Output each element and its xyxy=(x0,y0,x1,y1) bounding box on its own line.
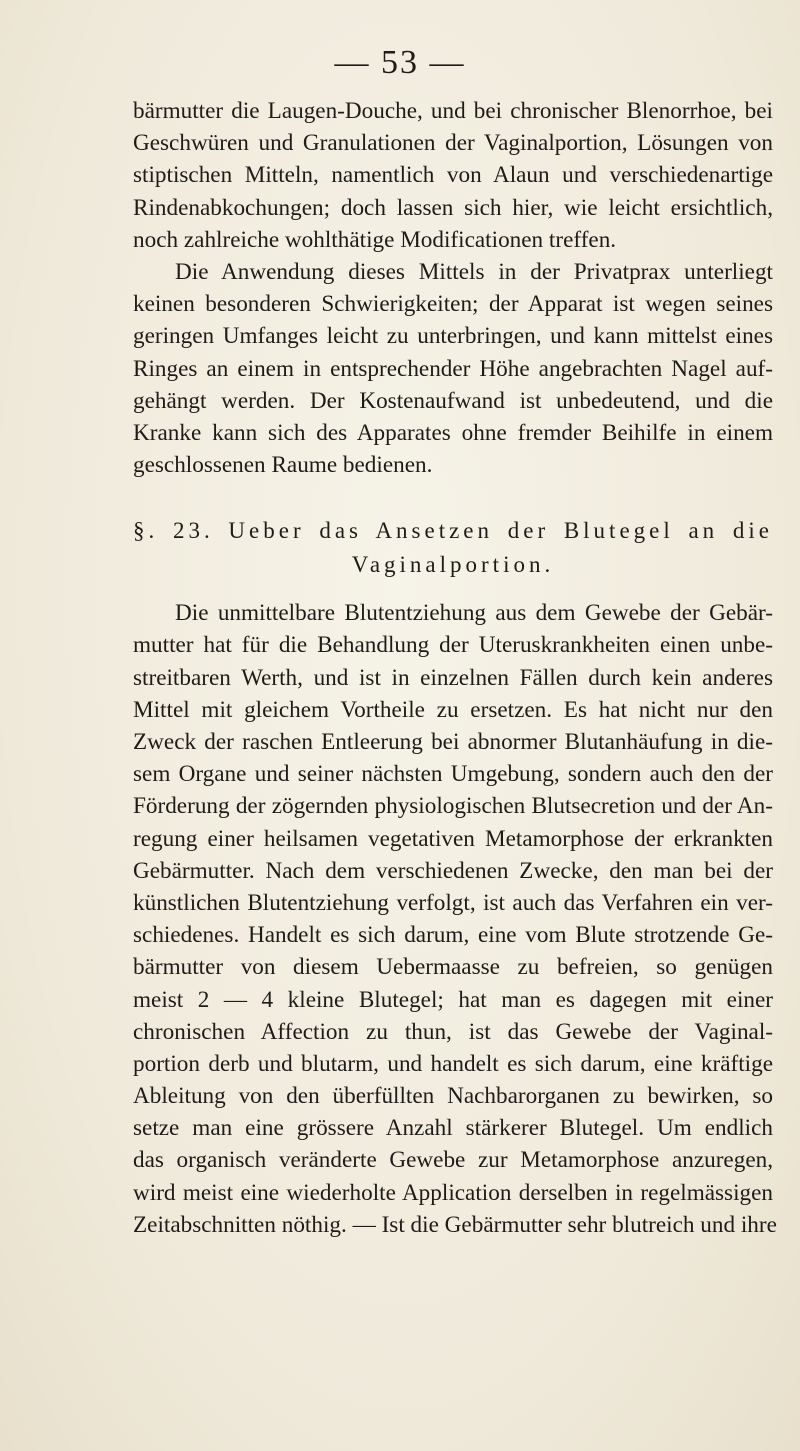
text-line: meist 2 — 4 kleine Blutegel; hat man es dagegen mit einer xyxy=(133,986,773,1013)
text-line: Ringes an einem in entsprechender Höhe angebrachten Nagel auf- xyxy=(133,355,773,382)
text-line: sem Organe und seiner nächsten Umgebung, sondern auch den der xyxy=(133,761,773,788)
text-line: Zeitabschnitten nöthig. — Ist die Gebärmutter sehr blutreich und ihre xyxy=(133,1211,777,1238)
text-line: wird meist eine wiederholte Application derselben in regelmässigen xyxy=(133,1179,773,1206)
text-line: Gebärmutter. Nach dem verschiedenen Zwecke, den man bei der xyxy=(133,857,773,884)
text-line: bärmutter die Laugen-Douche, und bei chronischer Blenorrhoe, bei xyxy=(133,98,773,124)
text-line: Mittel mit gleichem Vortheile zu ersetzen. Es hat nicht nur den xyxy=(133,696,773,723)
text-line: Geschwüren und Granulationen der Vaginalportion, Lösungen von xyxy=(133,130,773,157)
text-line: geringen Umfanges leicht zu unterbringen, und kann mittelst eines xyxy=(133,323,773,350)
text-line: portion derb und blutarm, und handelt es sich darum, eine kräftige xyxy=(133,1050,773,1077)
section-heading-line-2: Vaginalportion. xyxy=(351,552,555,578)
text-line: künstlichen Blutentziehung verfolgt, ist auch das Verfahren ein ver- xyxy=(133,889,773,916)
text-line: das organisch veränderte Gewebe zur Metamorphose anzuregen, xyxy=(133,1147,773,1174)
paragraph-1 xyxy=(133,95,773,256)
section-heading-line-1: §. 23. Ueber das Ansetzen der Blutegel an die xyxy=(133,518,773,544)
text-line: streitbaren Werth, und ist in einzelnen Fällen durch kein anderes xyxy=(133,664,773,691)
text-line: gehängt werden. Der Kostenaufwand ist unbedeutend, und die xyxy=(133,387,773,414)
body-text xyxy=(133,95,777,1241)
text-line: Rindenabkochungen; doch lassen sich hier, wie leicht ersichtlich, xyxy=(133,194,773,221)
text-line: Kranke kann sich des Apparates ohne fremder Beihilfe in einem xyxy=(133,419,773,446)
page-number: — 53 — xyxy=(334,44,466,81)
text-line: Zweck der raschen Entleerung bei abnormer Blutanhäufung in die- xyxy=(133,729,773,755)
text-line: Ableitung von den überfüllten Nachbarorganen zu bewirken, so xyxy=(133,1083,773,1110)
text-line: regung einer heilsamen vegetativen Metamorphose der erkrankten xyxy=(133,825,773,852)
text-line: setze man eine grössere Anzahl stärkerer Blutegel. Um endlich xyxy=(133,1115,773,1142)
text-line: Förderung der zögernden physiologischen Blutsecretion und der An- xyxy=(133,793,773,820)
text-line: geschlossenen Raume bedienen. xyxy=(133,452,433,479)
text-line: mutter hat für die Behandlung der Uteruskrankheiten einen unbe- xyxy=(133,632,773,659)
section-heading xyxy=(133,515,773,583)
text-line: Die Anwendung dieses Mittels in der Privatprax unterliegt xyxy=(175,258,773,285)
text-line: schiedenes. Handelt es sich darum, eine vom Blute strotzende Ge- xyxy=(133,922,773,949)
text-line: Die unmittelbare Blutentziehung aus dem Gewebe der Gebär- xyxy=(175,600,773,627)
text-line: chronischen Affection zu thun, ist das Gewebe der Vaginal- xyxy=(133,1018,773,1045)
text-line: noch zahlreiche wohlthätige Modificationen treffen. xyxy=(133,226,617,253)
paragraph-2 xyxy=(133,256,773,481)
text-line: keinen besonderen Schwierigkeiten; der Apparat ist wegen seines xyxy=(133,291,773,318)
paragraph-3 xyxy=(133,597,777,1241)
text-line: bärmutter von diesem Uebermaasse zu befreien, so genügen xyxy=(133,954,773,981)
text-line: stiptischen Mitteln, namentlich von Alaun und verschiedenartige xyxy=(133,162,773,189)
